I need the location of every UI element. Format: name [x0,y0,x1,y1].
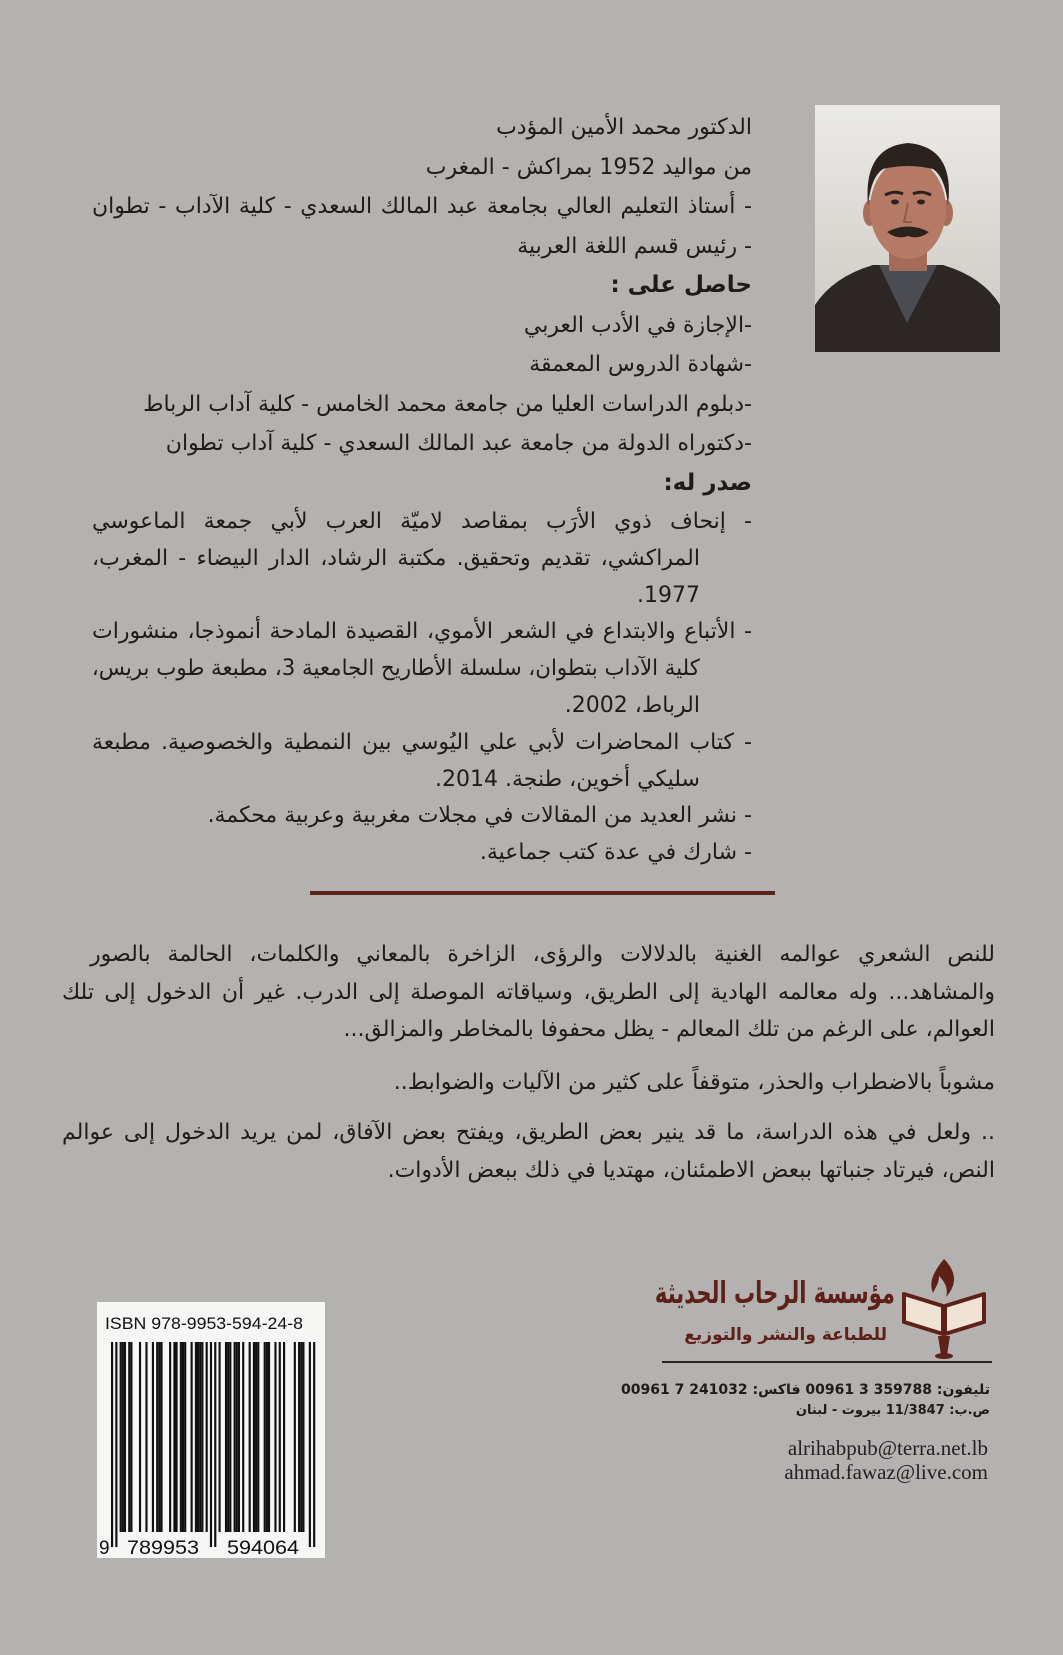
isbn-label: ISBN 978-9953-594-24-8 [105,1314,303,1333]
publication-text: كلية الآداب بتطوان، سلسلة الأطاريح الجامعية 3، مطبعة طوب بريس، [91,656,700,682]
barcode-bar [274,1342,276,1532]
email-address: ahmad.fawaz@live.com [784,1460,988,1484]
barcode-bar [253,1342,255,1532]
publications-list [92,504,752,872]
barcode-bar [294,1342,296,1532]
author-photo [815,105,1000,352]
barcode-bar [145,1342,147,1532]
flame [931,1259,954,1297]
publication-line [92,762,700,799]
publisher-emails [688,1436,988,1484]
barcode-bar [264,1342,266,1532]
barcode-bar [130,1342,132,1532]
phone-fax-row [620,1379,990,1401]
torch-book-icon [898,1256,990,1360]
publisher-name: مؤسسة الرحاب الحديثة [654,1276,895,1311]
phone-fax: تليفون: 359788 3 00961 فاكس: 241032 7 00961 [620,1382,990,1398]
degree-item: -شهادة الدروس المعمقة [529,352,752,377]
publication-line [92,614,752,651]
degree-row [92,385,752,425]
publisher-tagline-block [667,1322,887,1348]
barcode-bar [139,1342,141,1532]
barcode-bar [214,1342,216,1547]
barcode-panel [97,1302,325,1558]
barcode-bar [242,1342,244,1532]
publication-text: - إنحاف ذوي الأرَب بمقاصد لاميّة العرب لأبي جمعة الماعوسي [92,509,752,534]
publication-text: المراكشي، تقديم وتحقيق. مكتبة الرشاد، الدار البيضاء - المغرب، [92,545,700,571]
degree-row [92,345,752,385]
barcode-bar [219,1342,221,1532]
author-portrait [815,105,1000,352]
barcode-bar [313,1342,315,1547]
publication-text: - الأتباع والابتداع في الشعر الأموي، القصيدة المادحة أنموذجا، منشورات [92,619,752,645]
blurb-text: للنص الشعري عوالمه الغنية بالدلالات والرؤى، الزاخرة بالمعاني والكلمات، الحالمة بالصور [90,942,995,967]
publisher-name-block [655,1275,895,1313]
barcode-bar [201,1342,203,1532]
publication-line [92,725,752,762]
barcode-bar [249,1342,251,1532]
barcode-bar [206,1342,208,1532]
barcode-bar [176,1342,178,1532]
barcode-bar [227,1342,229,1532]
barcode-bar [236,1342,238,1532]
barcode [97,1302,325,1558]
blurb-line [62,1114,995,1152]
publication-line [92,688,700,725]
barcode-bar [210,1342,212,1547]
barcode-bar [266,1342,268,1532]
barcode-bar [115,1342,117,1547]
barcode-bar [195,1342,197,1532]
blurb-text: النص، فيرتاد جنباتها ببعض الاطمئنان، مهتديا في ذلك ببعض الأدوات. [387,1157,995,1183]
torch-handle [938,1336,950,1355]
book-left-page [904,1294,943,1334]
author-name: الدكتور محمد الأمين المؤدب [496,115,752,140]
barcode-bar [156,1342,158,1532]
blurb-text: مشوباً بالاضطراب والحذر، متوقفاً على كثير من الآليات والضوابط.. [393,1070,995,1095]
torch-base [935,1353,953,1359]
publication-line [92,835,752,872]
publication-line [92,651,700,688]
publisher-tagline: للطباعة والنشر والتوزيع [684,1325,887,1345]
publication-line [92,798,752,835]
barcode-bar [309,1342,311,1547]
barcode-bar [191,1342,193,1532]
publication-text: - نشر العديد من المقالات في مجلات مغربية وعربية محكمة. [207,803,752,829]
left-eye [891,200,899,205]
blurb-line [62,1152,995,1190]
barcode-bar [160,1342,162,1532]
author-birth: من مواليد 1952 بمراكش - المغرب [425,154,752,180]
blurb-text: العوالم، على الرغم من تلك المعالم - يظل محفوفا بالمخاطر والمزالق... [343,1017,995,1042]
publication-text: 1977. [637,582,700,608]
barcode-bar [298,1342,300,1532]
barcode-bar [184,1342,186,1532]
degree-item: -دبلوم الدراسات العليا من جامعة محمد الخامس - كلية آداب الرباط [143,391,752,417]
barcode-bar [111,1342,113,1547]
barcode-bar [124,1342,126,1532]
publication-line [92,578,700,615]
publications-heading-row [92,464,752,504]
barcode-digits-right: 594064 [227,1538,300,1558]
publisher-divider [662,1361,992,1363]
blurb-paragraph [62,1064,995,1102]
barcode-bar [238,1342,240,1532]
degree-item: -الإجازة في الأدب العربي [523,312,752,338]
barcode-bar [257,1342,259,1532]
barcode-bar [300,1342,302,1532]
publication-text: الرباط، 2002. [564,692,700,718]
blurb-line [62,974,995,1012]
author-birth-row [92,148,752,188]
publications-heading: صدر له: [663,469,752,496]
publication-text: - شارك في عدة كتب جماعية. [479,840,752,866]
face [870,159,946,259]
barcode-bar [225,1342,227,1532]
degrees-heading-row [92,266,752,306]
blurb-text: .. ولعل في هذه الدراسة، ما قد ينير بعض الطريق، ويفتح بعض الآفاق، لمن يريد الدخول إلى عوالم [62,1120,995,1145]
barcode-bar [255,1342,257,1532]
email-row [688,1436,988,1460]
book-blurb [62,936,995,1189]
barcode-bar [283,1342,285,1532]
author-position-row [92,187,752,227]
degree-item: -دكتوراه الدولة من جامعة عبد المالك السعدي - كلية آداب تطوان [165,431,752,456]
barcode-bar [302,1342,304,1532]
publisher-name-row [655,1275,895,1313]
barcode-bar [229,1342,231,1532]
barcode-bar [234,1342,236,1532]
author-position: - أستاذ التعليم العالي بجامعة عبد المالك السعدي - كلية الآداب - تطوان [92,194,752,219]
degree-row [92,306,752,346]
book-right-page [945,1294,984,1334]
blurb-paragraph [62,936,995,1049]
publication-text: سليكي أخوين، طنجة. 2014. [434,766,700,792]
po-box-row [620,1401,990,1421]
publication-text: - كتاب المحاضرات لأبي علي اليُوسي بين النمطية والخصوصية. مطبعة [92,729,752,755]
barcode-bar [197,1342,199,1532]
blurb-line [90,936,995,974]
author-position-row [92,227,752,267]
po-box: ص.ب: 11/3847 بيروت - لبنان [795,1403,990,1418]
blurb-line [62,1064,995,1102]
barcode-bar [120,1342,122,1532]
publication-line [92,504,752,541]
blurb-paragraph [62,1114,995,1189]
degree-row [92,424,752,464]
barcode-bar [122,1342,124,1532]
author-bio [92,108,752,503]
barcode-bars [111,1342,315,1547]
barcode-bar [158,1342,160,1532]
publisher-contact [620,1379,990,1421]
publisher-logo [898,1256,990,1360]
author-position: - رئيس قسم اللغة العربية [517,233,752,259]
right-eye [917,200,925,205]
barcode-bar [152,1342,154,1532]
blurb-text: والمشاهد... وله معالمه الهادية إلى الطريق، وسياقاته الموصلة إلى الدرب. غير أن الدخول إلى تلك [62,979,995,1005]
degrees-heading: حاصل على : [610,272,752,298]
barcode-bar [268,1342,270,1532]
publisher-tagline-row [667,1322,887,1348]
barcode-bar [279,1342,281,1532]
barcode-digits-left: 789953 [127,1538,199,1558]
barcode-bar [199,1342,201,1532]
barcode-bar [128,1342,130,1532]
author-name-row [92,108,752,148]
barcode-digit-lead: 9 [99,1538,110,1558]
email-row [688,1460,988,1484]
barcode-bar [173,1342,175,1532]
barcode-bar [180,1342,182,1532]
divider-rule [310,891,775,895]
barcode-bar [169,1342,171,1532]
email-address: alrihabpub@terra.net.lb [787,1436,988,1460]
barcode-bar [182,1342,184,1532]
publication-line [92,541,700,578]
blurb-line [62,1011,995,1049]
